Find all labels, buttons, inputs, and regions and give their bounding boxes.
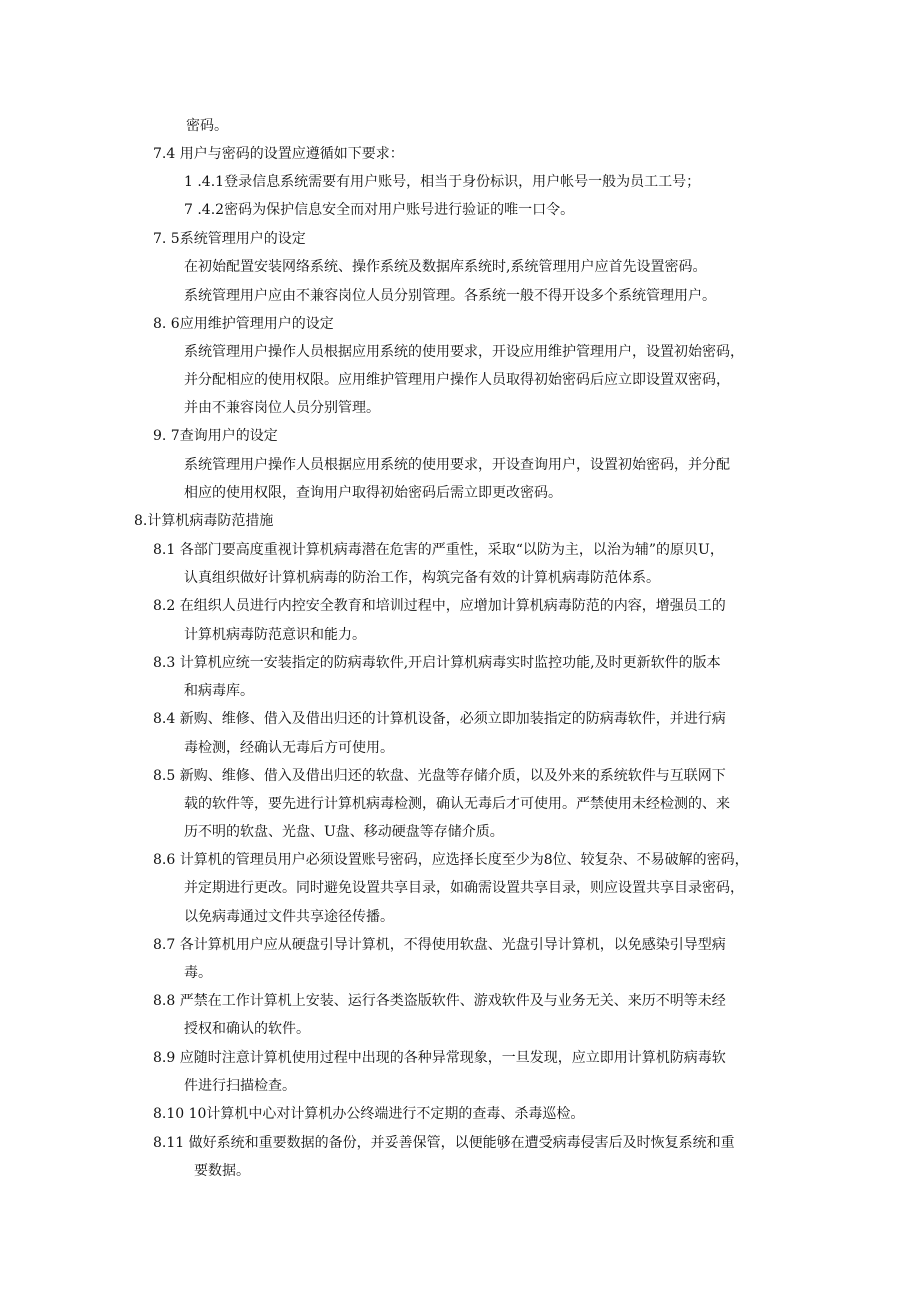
- text-line: 以免病毒通过文件共享途径传播。: [184, 909, 394, 925]
- section-heading: 8. 6应用维护管理用户的设定: [153, 316, 334, 332]
- text-line: 计算机病毒防范意识和能力。: [184, 627, 366, 643]
- text-line: 并定期进行更改。同时避免设置共享目录，如确需设置共享目录，则应设置共享目录密码，: [184, 880, 744, 896]
- chapter-heading: 8.计算机病毒防范措施: [134, 513, 274, 529]
- text-line: 毒。: [184, 965, 212, 981]
- text-line: 要数据。: [194, 1163, 250, 1179]
- text-line: 8.5 新购、维修、借入及借出归还的软盘、光盘等存储介质，以及外来的系统软件与互联网下: [153, 768, 726, 784]
- text-line: 授权和确认的软件。: [184, 1021, 310, 1037]
- text-line: 系统管理用户应由不兼容岗位人员分别管理。各系统一般不得开设多个系统管理用户。: [184, 288, 716, 304]
- text-line: 8.9 应随时注意计算机使用过程中出现的各种异常现象，一旦发现，应立即用计算机防病毒软: [153, 1050, 726, 1066]
- text-line: 相应的使用权限，查询用户取得初始密码后需立即更改密码。: [184, 485, 562, 501]
- text-line: 8.3 计算机应统一安装指定的防病毒软件,开启计算机病毒实时监控功能,及时更新软件的版本: [153, 655, 721, 671]
- text-line: 8.8 严禁在工作计算机上安装、运行各类盗版软件、游戏软件及与业务无关、来历不明等未经: [153, 993, 726, 1009]
- text-line: 8.10 10计算机中心对计算机办公终端进行不定期的查毒、杀毒巡检。: [153, 1106, 585, 1122]
- text-line: 8.4 新购、维修、借入及借出归还的计算机设备，必须立即加装指定的防病毒软件，并进行病: [153, 711, 726, 727]
- text-line: 载的软件等，要先进行计算机病毒检测，确认无毒后才可使用。严禁使用未经检测的、来: [184, 796, 730, 812]
- text-line: 并由不兼容岗位人员分别管理。: [184, 400, 380, 416]
- text-line: 1 .4.1登录信息系统需要有用户账号，相当于身份标识，用户帐号一般为员工工号；: [184, 174, 701, 190]
- text-line: 系统管理用户操作人员根据应用系统的使用要求，开设查询用户，设置初始密码，并分配: [184, 457, 730, 473]
- text-line: 并分配相应的使用权限。应用维护管理用户操作人员取得初始密码后应立即设置双密码，: [184, 372, 730, 388]
- text-line: 历不明的软盘、光盘、U盘、移动硬盘等存储介质。: [184, 824, 504, 840]
- text-line: 8.1 各部门要高度重视计算机病毒潜在危害的严重性，采取“以防为主，以治为辅”的原贝U，: [153, 542, 724, 558]
- text-line: 毒检测，经确认无毒后方可使用。: [184, 740, 394, 756]
- text-line: 在初始配置安装网络系统、操作系统及数据库系统时,系统管理用户应首先设置密码。: [184, 259, 707, 275]
- section-heading: 9. 7查询用户的设定: [153, 428, 278, 444]
- text-line: 8.11 做好系统和重要数据的备份，并妥善保管，以便能够在遭受病毒侵害后及时恢复系统和重: [153, 1135, 735, 1151]
- text-line: 认真组织做好计算机病毒的防治工作，构筑完备有效的计算机病毒防范体系。: [184, 570, 660, 586]
- text-line: 系统管理用户操作人员根据应用系统的使用要求，开设应用维护管理用户，设置初始密码，: [184, 344, 744, 360]
- text-line: 和病毒库。: [184, 683, 254, 699]
- text-line: 7 .4.2密码为保护信息安全而对用户账号进行验证的唯一口令。: [184, 202, 575, 218]
- text-line: 8.6 计算机的管理员用户必须设置账号密码，应选择长度至少为8位、较复杂、不易破解的密码，: [153, 852, 749, 868]
- text-line: 8.2 在组织人员进行内控安全教育和培训过程中，应增加计算机病毒防范的内容，增强员工的: [153, 598, 726, 614]
- text-line: 密码。: [186, 118, 228, 134]
- text-line: 件进行扫描检查。: [184, 1078, 296, 1094]
- section-heading: 7.4 用户与密码的设置应遵循如下要求：: [153, 146, 404, 162]
- section-heading: 7. 5系统管理用户的设定: [153, 231, 306, 247]
- text-line: 8.7 各计算机用户应从硬盘引导计算机，不得使用软盘、光盘引导计算机，以免感染引导型病: [153, 937, 726, 953]
